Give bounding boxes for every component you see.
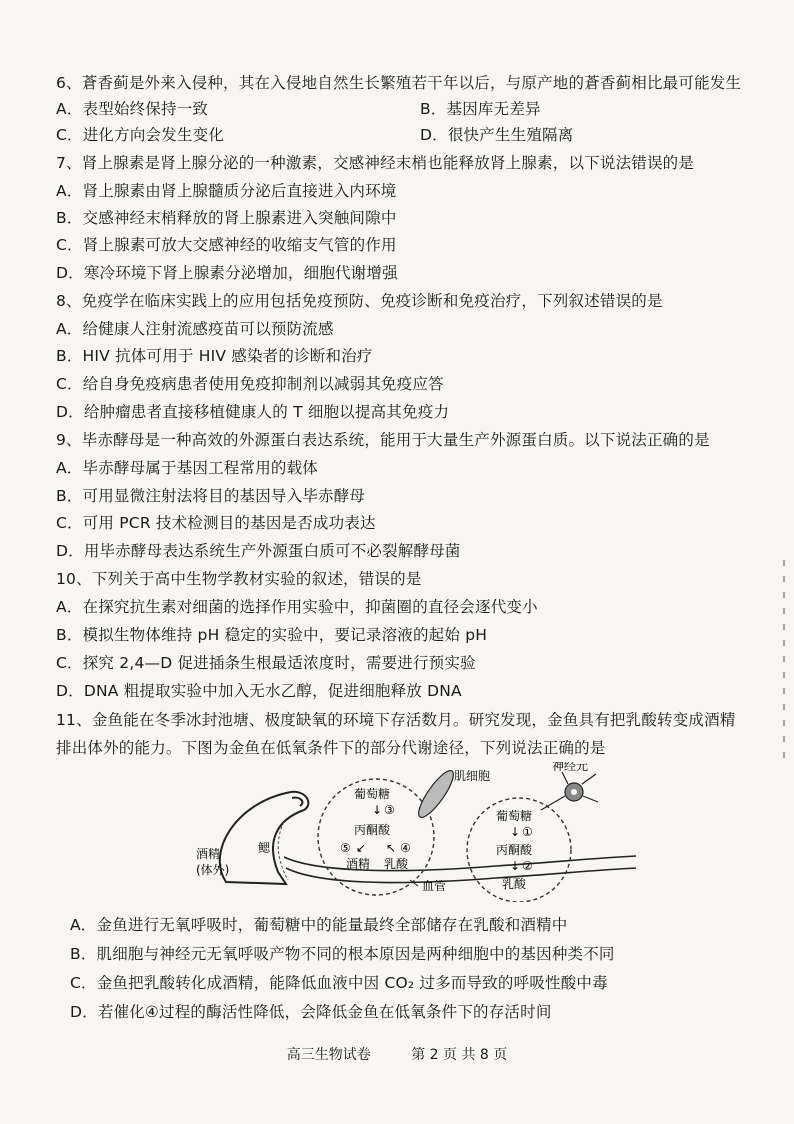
q9-option-d: D．用毕赤酵母表达系统生产外源蛋白质可不必裂解酵母菌 bbox=[56, 542, 461, 560]
q9-stem: 9、毕赤酵母是一种高效的外源蛋白表达系统，能用于大量生产外源蛋白质。以下说法正确的是 bbox=[56, 431, 710, 449]
q7-option-a: A．肾上腺素由肾上腺髓质分泌后直接进入内环境 bbox=[56, 182, 397, 200]
neuron-arrow-2: ↓ bbox=[510, 859, 521, 873]
blood-vessel-top bbox=[284, 856, 636, 871]
metabolism-figure bbox=[196, 762, 636, 902]
q9-option-c: C．可用 PCR 技术检测目的基因是否成功表达 bbox=[56, 514, 376, 532]
q10-option-a: A．在探究抗生素对细菌的选择作用实验中，抑菌圈的直径会逐代变小 bbox=[56, 598, 538, 616]
gill-shape bbox=[220, 792, 309, 884]
metabolism-diagram bbox=[196, 762, 636, 902]
step-5-label: ⑤ bbox=[340, 841, 351, 855]
gill-label: 鳃 bbox=[258, 841, 271, 855]
q7-option-b: B．交感神经末梢释放的肾上腺素进入突触间隙中 bbox=[56, 209, 397, 227]
q11-option-b: B．肌细胞与神经元无氧呼吸产物不同的根本原因是两种细胞中的基因种类不同 bbox=[70, 945, 615, 963]
q6-option-b: B．基因库无差异 bbox=[420, 100, 541, 118]
muscle-alcohol: 酒精 bbox=[346, 857, 371, 871]
neuron-lactate: 乳酸 bbox=[502, 877, 527, 891]
neuron-arrow-1: ↓ bbox=[510, 825, 521, 839]
step-1-label: ① bbox=[522, 825, 533, 839]
muscle-arrow-5: ↙ bbox=[356, 841, 367, 855]
muscle-arrow-3: ↓ bbox=[372, 803, 383, 817]
step-3-label: ③ bbox=[384, 803, 395, 817]
q11-option-d: D．若催化④过程的酶活性降低，会降低金鱼在低氧条件下的存活时间 bbox=[70, 1003, 552, 1021]
q7-option-d: D．寒冷环境下肾上腺素分泌增加，细胞代谢增强 bbox=[56, 264, 398, 282]
q8-option-a: A．给健康人注射流感疫苗可以预防流感 bbox=[56, 320, 334, 338]
q10-option-d: D．DNA 粗提取实验中加入无水乙醇，促进细胞释放 DNA bbox=[56, 682, 462, 700]
q9-option-a: A．毕赤酵母属于基因工程常用的载体 bbox=[56, 459, 319, 477]
q9-option-b: B．可用显微注射法将目的基因导入毕赤酵母 bbox=[56, 487, 366, 505]
step-4-label: ④ bbox=[400, 841, 411, 855]
step-2-label: ② bbox=[522, 859, 533, 873]
blood-vessel-label: 血管 bbox=[422, 879, 447, 893]
q6-option-d: D．很快产生生殖隔离 bbox=[420, 126, 574, 144]
q10-option-b: B．模拟生物体维持 pH 稳定的实验中，要记录溶液的起始 pH bbox=[56, 626, 488, 644]
gill-lamella bbox=[278, 822, 288, 880]
q11-stem-line1: 11、金鱼能在冬季冰封池塘、极度缺氧的环境下存活数月。研究发现，金鱼具有把乳酸转变成酒精 bbox=[56, 711, 736, 729]
q6-option-c: C．进化方向会发生变化 bbox=[56, 126, 225, 144]
q11-option-a: A．金鱼进行无氧呼吸时，葡萄糖中的能量最终全部储存在乳酸和酒精中 bbox=[70, 916, 568, 934]
q10-option-c: C．探究 2,4—D 促进插条生根最适浓度时，需要进行预实验 bbox=[56, 654, 476, 672]
alcohol-external-sub: (体外) bbox=[196, 863, 230, 877]
footer-page-number: 第 2 页 共 8 页 bbox=[411, 1047, 508, 1063]
muscle-glucose: 葡萄糖 bbox=[354, 787, 391, 801]
muscle-cell-label: 肌细胞 bbox=[454, 769, 491, 783]
neuron-nucleus bbox=[571, 789, 577, 795]
q8-stem: 8、免疫学在临床实践上的应用包括免疫预防、免疫诊断和免疫治疗，下列叙述错误的是 bbox=[56, 292, 663, 310]
q8-option-b: B．HIV 抗体可用于 HIV 感染者的诊断和治疗 bbox=[56, 347, 373, 365]
page-footer bbox=[0, 1044, 794, 1064]
alcohol-external-label: 酒精 bbox=[196, 847, 221, 861]
q6-stem: 6、蒼香蓟是外来入侵种，其在入侵地自然生长繁殖若干年以后，与原产地的蒼香蓟相比最可能发生 bbox=[56, 74, 742, 92]
q8-option-d: D．给肿瘤患者直接移植健康人的 T 细胞以提高其免疫力 bbox=[56, 403, 450, 421]
muscle-lactate: 乳酸 bbox=[384, 857, 409, 871]
muscle-pyruvate: 丙酮酸 bbox=[354, 823, 391, 837]
scan-edge-artifact bbox=[776, 560, 790, 760]
q10-stem: 10、下列关于高中生物学教材实验的叙述，错误的是 bbox=[56, 570, 422, 588]
neuron-label: 神经元 bbox=[552, 762, 589, 773]
q7-stem: 7、肾上腺素是肾上腺分泌的一种激素，交感神经末梢也能释放肾上腺素，以下说法错误的是 bbox=[56, 154, 695, 172]
gill-tip bbox=[292, 798, 302, 806]
q6-option-a: A．表型始终保持一致 bbox=[56, 100, 209, 118]
q8-option-c: C．给自身免疫病患者使用免疫抑制剂以减弱其免疫应答 bbox=[56, 375, 444, 393]
blood-vessel-bottom bbox=[286, 868, 636, 883]
q11-option-c: C．金鱼把乳酸转化成酒精，能降低血液中因 CO₂ 过多而导致的呼吸性酸中毒 bbox=[70, 974, 608, 992]
neuron-pyruvate: 丙酮酸 bbox=[496, 843, 533, 857]
neuron-glucose: 葡萄糖 bbox=[496, 809, 533, 823]
q11-stem-line2: 排出体外的能力。下图为金鱼在低氧条件下的部分代谢途径，下列说法正确的是 bbox=[56, 739, 606, 757]
footer-title: 高三生物试卷 bbox=[286, 1047, 371, 1063]
muscle-fiber-shape bbox=[413, 766, 458, 821]
q7-option-c: C．肾上腺素可放大交感神经的收缩支气管的作用 bbox=[56, 236, 397, 254]
muscle-arrow-4: ↖ bbox=[386, 841, 397, 855]
